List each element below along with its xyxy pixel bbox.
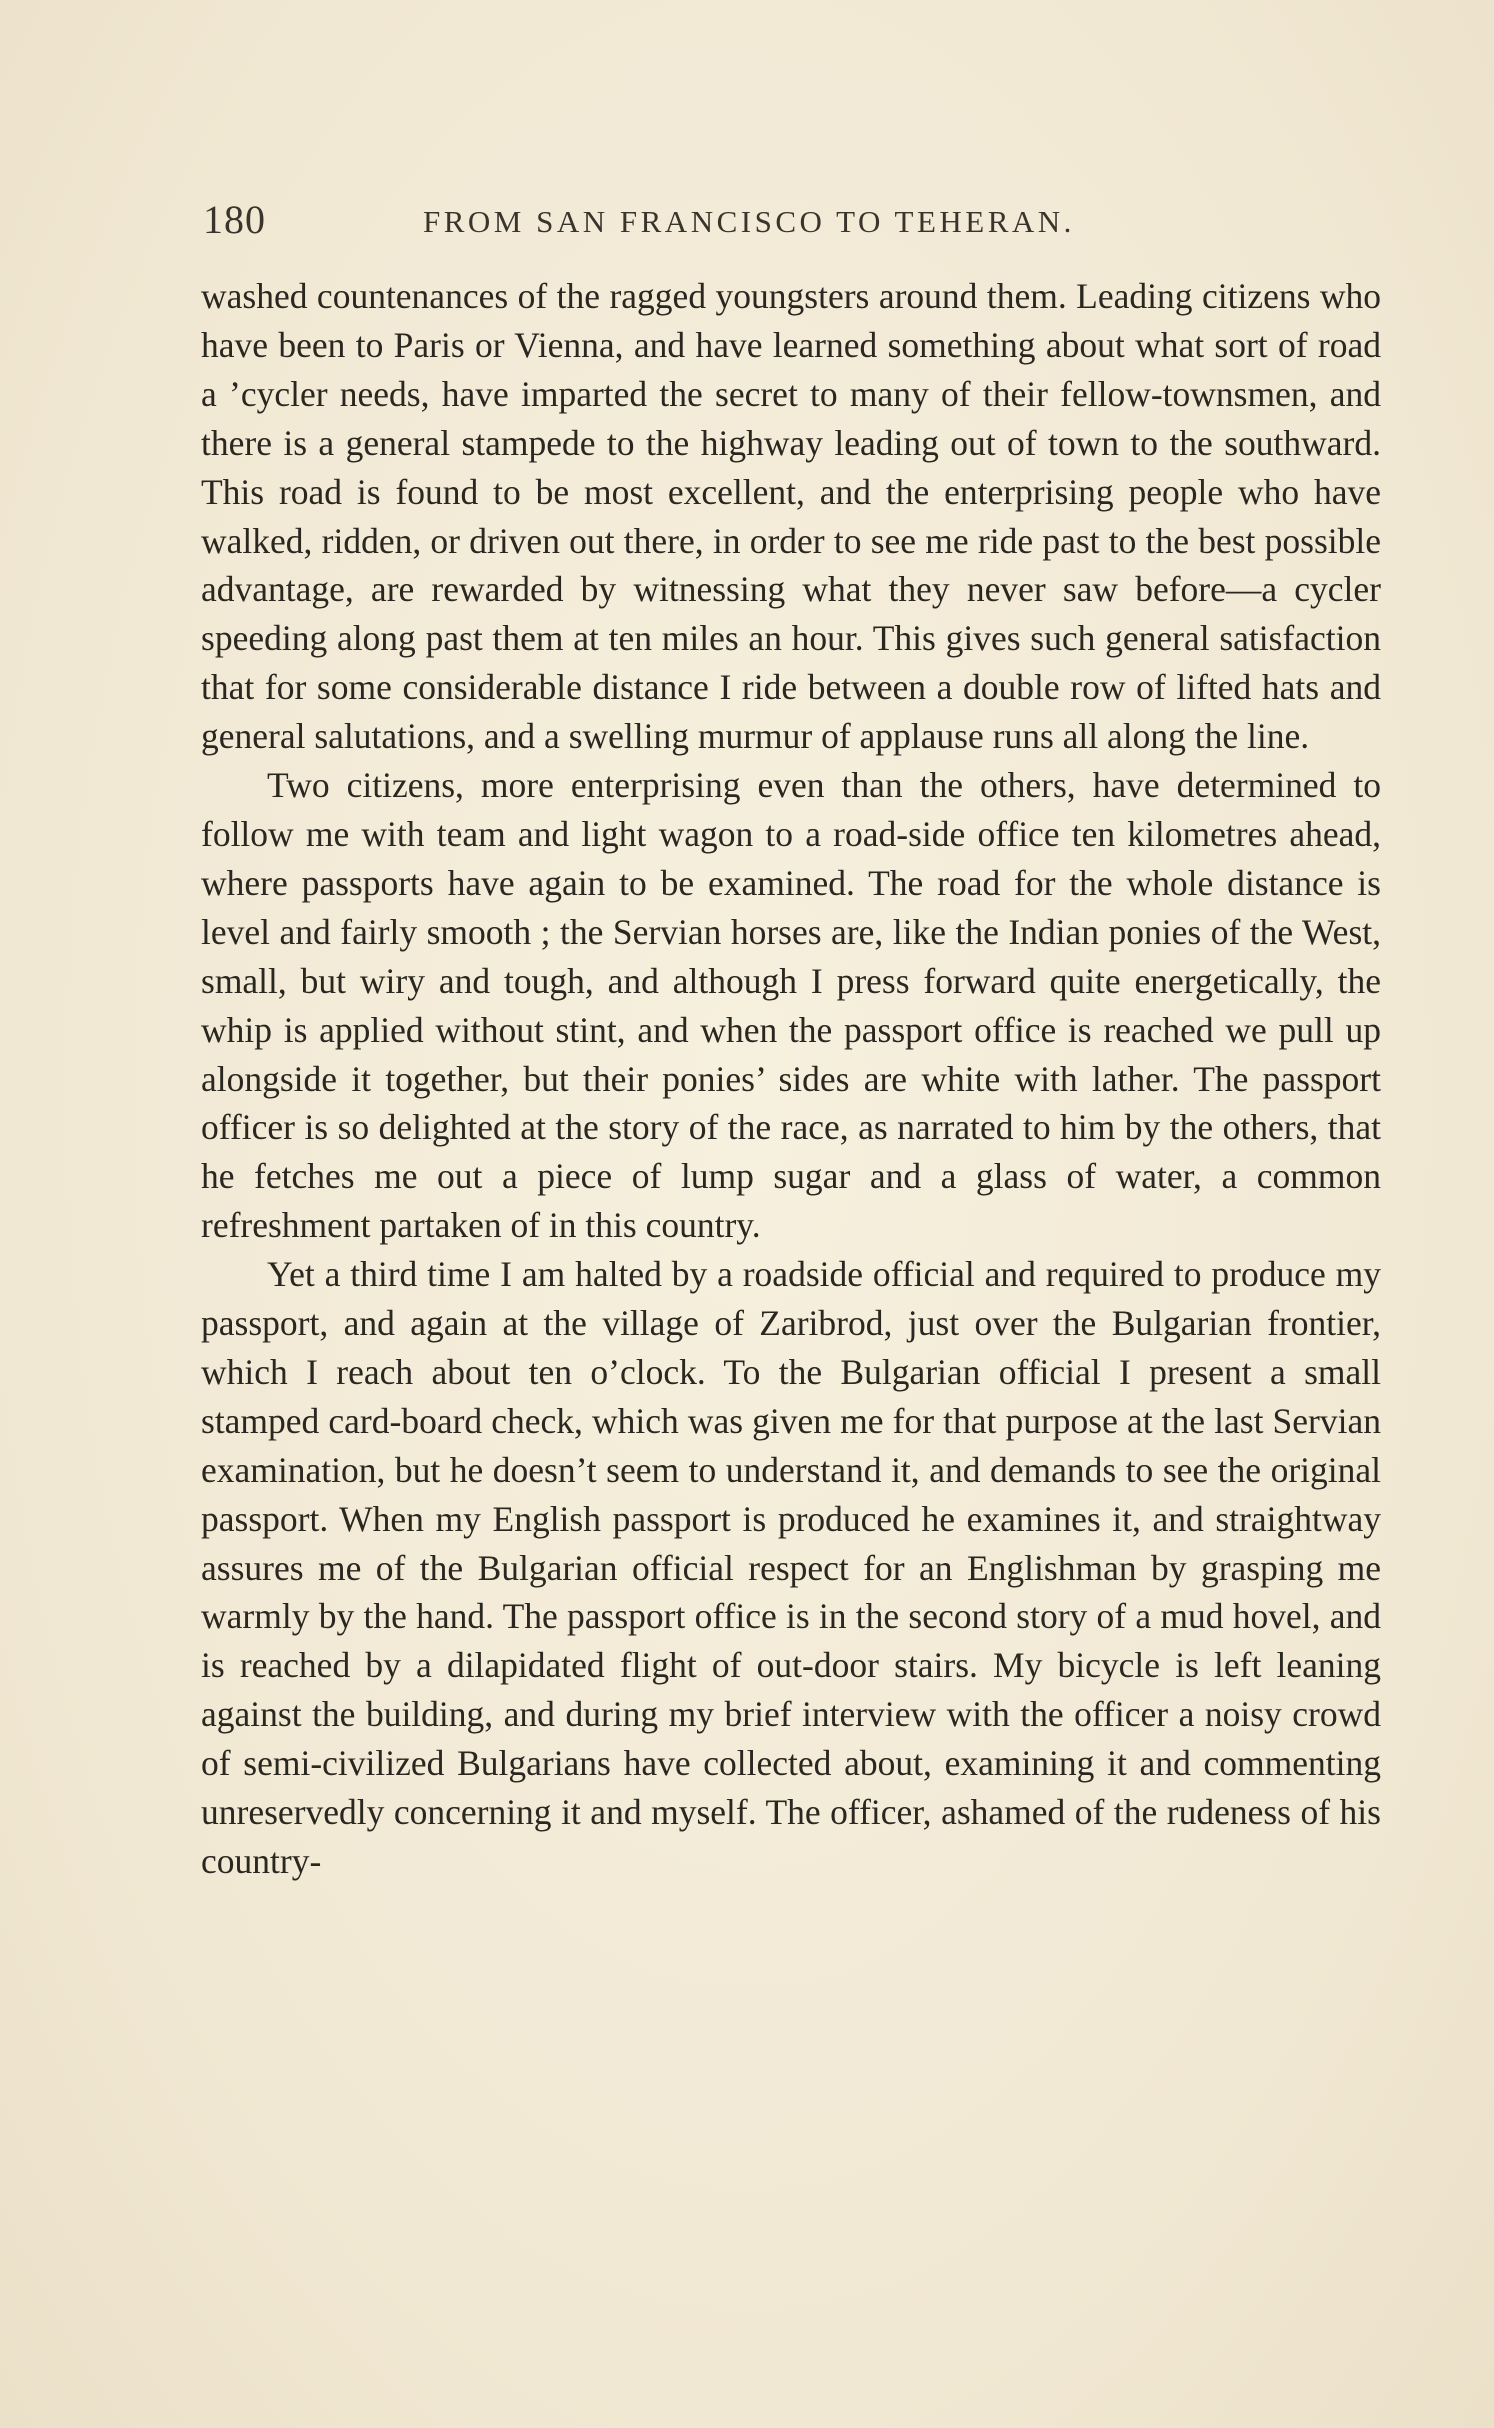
body-text: [201, 272, 1381, 1886]
paragraph-1: washed countenances of the ragged youngsters around them. Leading citizens who have been to Paris or Vienna, and have learned something about what sort of road a ’cycler needs, have imparted the secret to many of their fellow-townsmen, and there is a general stampede to the highway leading out of town to the southward. This road is found to be most excellent, and the enterprising people who have walked, ridden, or driven out there, in order to see me ride past to the best possible advantage, are rewarded by witnessing what they never saw before—a cycler speeding along past them at ten miles an hour. This gives such general satisfaction that for some considerable distance I ride between a double row of lifted hats and general salutations, and a swelling murmur of applause runs all along the line.: [201, 276, 1381, 757]
paragraph-2: Two citizens, more enterprising even than the others, have determined to follow me with team and light wagon to a road-side office ten kilometres ahead, where passports have again to be examined. The road for the whole distance is level and fairly smooth ; the Servian horses are, like the Indian ponies of the West, small, but wiry and tough, and although I press forward quite energetically, the whip is applied without stint, and when the passport office is reached we pull up alongside it together, but their ponies’ sides are white with lather. The passport officer is so delighted at the story of the race, as narrated to him by the others, that he fetches me out a piece of lump sugar and a glass of water, a common refreshment partaken of in this country.: [201, 765, 1381, 1246]
paragraph-3: Yet a third time I am halted by a roadside official and required to produce my passport, and again at the village of Zaribrod, just over the Bulgarian frontier, which I reach about ten o’clock. To the Bulgarian official I present a small stamped card-board check, which was given me for that purpose at the last Servian examination, but he doesn’t seem to understand it, and demands to see the original passport. When my English passport is produced he examines it, and straightway assures me of the Bulgarian official respect for an Englishman by grasping me warmly by the hand. The passport office is in the second story of a mud hovel, and is reached by a dilapidated flight of out-door stairs. My bicycle is left leaning against the building, and during my brief interview with the officer a noisy crowd of semi-civilized Bulgarians have collected about, examining it and commenting unreservedly concerning it and myself. The officer, ashamed of the rudeness of his country-: [201, 1254, 1381, 1881]
running-title: FROM SAN FRANCISCO TO TEHERAN.: [423, 204, 1075, 239]
page-number: 180: [203, 197, 266, 242]
page-header: [203, 196, 1383, 246]
